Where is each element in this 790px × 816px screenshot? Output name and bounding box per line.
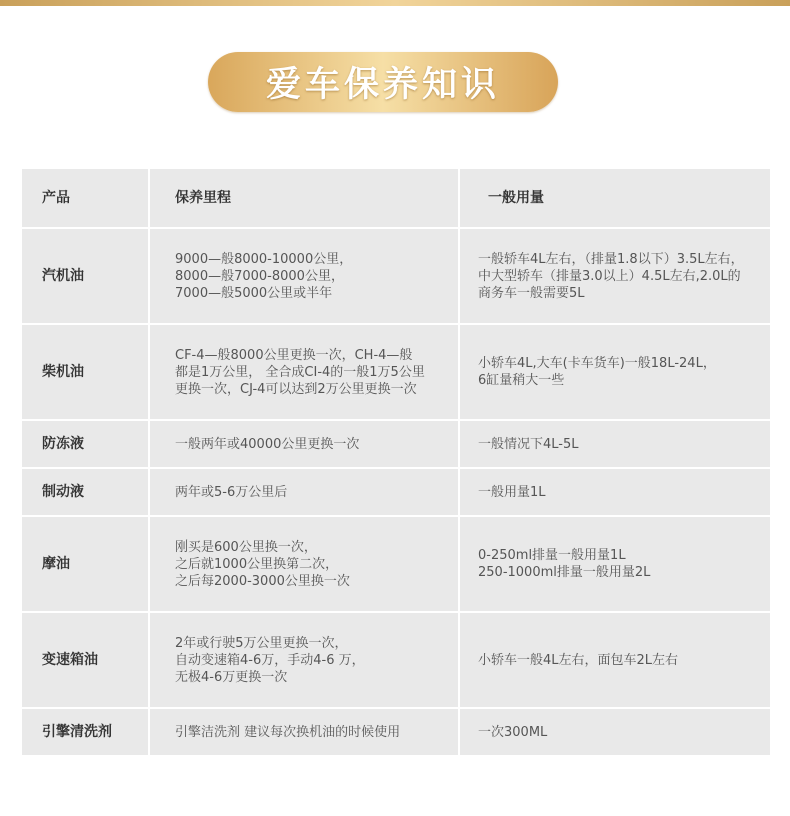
product-cell: 防冻液 bbox=[22, 421, 148, 467]
usage-cell: 小轿车4L,大车(卡车货车)一般18L-24L， 6缸量稍大一些 bbox=[460, 325, 770, 419]
table-row bbox=[22, 469, 770, 515]
product-cell: 制动液 bbox=[22, 469, 148, 515]
mileage-cell: 2年或行驶5万公里更换一次， 自动变速箱4-6万，手动4-6 万， 无极4-6万更换一次 bbox=[150, 613, 458, 707]
mileage-cell: 一般两年或40000公里更换一次 bbox=[150, 421, 458, 467]
title-banner bbox=[208, 52, 558, 112]
mileage-cell: 引擎洁洗剂 建议每次换机油的时候使用 bbox=[150, 709, 458, 755]
mileage-cell: 两年或5-6万公里后 bbox=[150, 469, 458, 515]
mileage-cell: 9000—般8000-10000公里， 8000—般7000-8000公里， 7000—般5000公里或半年 bbox=[150, 229, 458, 323]
usage-cell: 0-250ml排量一般用量1L 250-1000ml排量一般用量2L bbox=[460, 517, 770, 611]
top-gold-bar bbox=[0, 0, 790, 6]
product-cell: 变速箱油 bbox=[22, 613, 148, 707]
table-row bbox=[22, 613, 770, 707]
mileage-cell: CF-4—般8000公里更换一次，CH-4—般 都是1万公里， 全合成CI-4的一般1万5公里 更换一次，CJ-4可以达到2万公里更换一次 bbox=[150, 325, 458, 419]
table-row bbox=[22, 229, 770, 323]
usage-cell: 一次300ML bbox=[460, 709, 770, 755]
header-usage: 一般用量 bbox=[460, 169, 770, 227]
table-header-row bbox=[22, 169, 770, 227]
header-mileage: 保养里程 bbox=[150, 169, 458, 227]
maintenance-table bbox=[20, 167, 772, 757]
table-row bbox=[22, 325, 770, 419]
usage-cell: 一般情况下4L-5L bbox=[460, 421, 770, 467]
product-cell: 汽机油 bbox=[22, 229, 148, 323]
mileage-cell: 刚买是600公里换一次， 之后就1000公里换第二次， 之后每2000-3000公里换一次 bbox=[150, 517, 458, 611]
page-title: 爱车保养知识 bbox=[265, 65, 500, 105]
usage-cell: 一般轿车4L左右，（排量1.8以下）3.5L左右， 中大型轿车（排量3.0以上）4.5L左右,2.0L的 商务车一般需要5L bbox=[460, 229, 770, 323]
product-cell: 引擎清洗剂 bbox=[22, 709, 148, 755]
table-row bbox=[22, 421, 770, 467]
product-cell: 柴机油 bbox=[22, 325, 148, 419]
table-row bbox=[22, 709, 770, 755]
usage-cell: 一般用量1L bbox=[460, 469, 770, 515]
header-product: 产品 bbox=[22, 169, 148, 227]
product-cell: 摩油 bbox=[22, 517, 148, 611]
table-row bbox=[22, 517, 770, 611]
usage-cell: 小轿车一般4L左右，面包车2L左右 bbox=[460, 613, 770, 707]
